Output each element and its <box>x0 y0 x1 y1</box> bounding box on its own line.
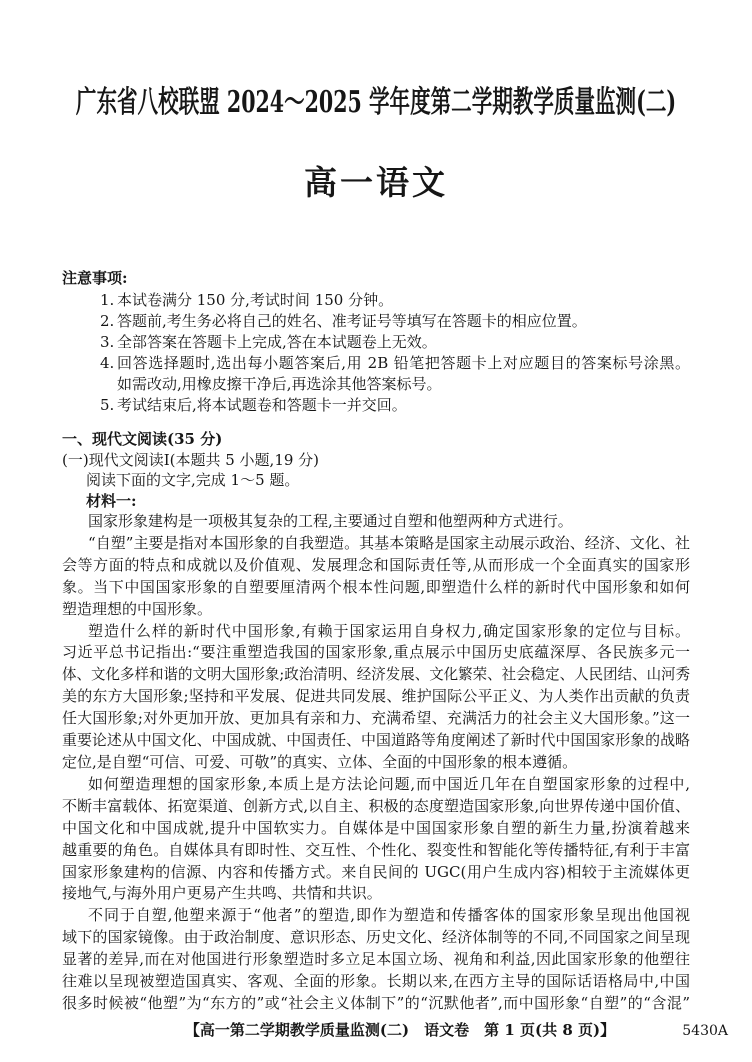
paragraph-line: 塑造理想的中国形象。 <box>62 599 213 618</box>
subject-title: 高一语文 <box>304 163 448 202</box>
paragraph-line: 国家形象建构的信源、内容和传播方式。来自民间的 UGC(用户生成内容)相较于主流媒体更 <box>62 862 690 881</box>
notice-item <box>100 311 690 332</box>
notice-item-line: 如需改动,用橡皮擦干净后,再选涂其他答案标号。 <box>117 375 442 393</box>
footer-page-label: 【高一第二学期教学质量监测(二) 语文卷 第 1 页(共 8 页)】 <box>184 1021 616 1039</box>
material-body <box>62 511 690 1015</box>
paragraph-line: 域下的国家镜像。由于政治制度、意识形态、历史文化、经济体制等的不同,不同国家之间呈现 <box>62 928 690 947</box>
paragraph-line: 习近平总书记指出:“要注重塑造我国的国家形象,重点展示中国历史底蕴深厚、各民族多元一 <box>62 643 690 662</box>
notice-item-number: 5. <box>100 396 115 414</box>
notice-item-line: 本试卷满分 150 分,考试时间 150 分钟。 <box>117 291 394 309</box>
material-label: 材料一: <box>86 491 137 510</box>
notice-item-text <box>117 395 690 416</box>
notice-list <box>100 290 690 416</box>
paragraph <box>62 621 690 774</box>
notice-item <box>100 332 690 353</box>
title-area <box>0 85 752 123</box>
paragraph-line: 定位,是自塑“可信、可爱、可敬”的真实、立体、全面的中国形象的根本遵循。 <box>62 752 578 771</box>
notice-heading: 注意事项: <box>62 269 128 287</box>
notice-item-line: 考试结束后,将本试题卷和答题卡一并交回。 <box>117 396 407 414</box>
notice-item-line: 全部答案在答题卡上完成,答在本试题卷上无效。 <box>117 333 437 351</box>
section-instruction: 阅读下面的文字,完成 1～5 题。 <box>86 471 300 489</box>
notice-item-number: 4. <box>100 354 115 372</box>
paragraph <box>62 511 690 533</box>
paragraph-line: 接地气,与海外用户更易产生共鸣、共情和共识。 <box>62 884 382 903</box>
paragraph-line: 很多时候被“他塑”为“东方的”或“社会主义体制下”的“沉默他者”,而中国形象“自塑”的“含混” <box>62 993 690 1012</box>
notice-item-line: 回答选择题时,选出每小题答案后,用 2B 铅笔把答题卡上对应题目的答案标号涂黑。 <box>117 354 690 372</box>
notice-item-number: 2. <box>100 312 115 330</box>
notice-item-text <box>117 332 690 353</box>
paragraph <box>62 774 690 905</box>
paragraph-line: 不断丰富载体、拓宽渠道、创新方式,以自主、积极的态度塑造国家形象,向世界传递中国价值、 <box>62 796 690 815</box>
exam-title: 广东省八校联盟 2024～2025 学年度第二学期教学质量监测(二) <box>75 85 677 120</box>
notice-item-line: 答题前,考生务必将自己的姓名、准考证号等填写在答题卡的相应位置。 <box>117 312 587 330</box>
paragraph-line: 越重要的角色。自媒体具有即时性、交互性、个性化、裂变性和智能化等传播特征,有利于丰富 <box>62 840 690 859</box>
paragraph-line: 显著的差异,而在对他国进行形象塑造时多立足本国立场、视角和利益,因此国家形象的他塑往 <box>62 950 690 969</box>
paragraph <box>62 905 690 1015</box>
section-modern-reading <box>62 429 690 511</box>
paragraph-line: 任大国形象;对外更加开放、更加具有亲和力、充满希望、充满活力的社会主义大国形象。”这一 <box>62 709 690 728</box>
paragraph-line: 美的东方大国形象;坚持和平发展、促进共同发展、维护国际公平正义、为人类作出贡献的负责 <box>62 687 690 706</box>
paragraph-line: “自塑”主要是指对本国形象的自我塑造。其基本策略是国家主动展示政治、经济、文化、社 <box>88 533 690 552</box>
paragraph-line: 国家形象建构是一项极其复杂的工程,主要通过自塑和他塑两种方式进行。 <box>88 512 573 530</box>
paragraph-line: 如何塑造理想的国家形象,本质上是方法论问题,而中国近几年在自塑国家形象的过程中, <box>88 774 690 793</box>
notice-item-number: 3. <box>100 333 115 351</box>
paragraph-line: 塑造什么样的新时代中国形象,有赖于国家运用自身权力,确定国家形象的定位与目标。 <box>88 621 690 640</box>
notice-item <box>100 353 690 395</box>
paragraph-line: 象。当下中国国家形象的自塑要厘清两个根本性问题,即塑造什么样的新时代中国形象和如何 <box>62 577 690 596</box>
notice-item <box>100 395 690 416</box>
notice-item <box>100 290 690 311</box>
paragraph-line: 中国文化和中国成就,提升中国软实力。自媒体是中国国家形象自塑的新生力量,扮演着越来 <box>62 818 690 837</box>
paragraph-line: 会等方面的特点和成就以及价值观、发展理念和国际责任等,从而形成一个全面真实的国家形 <box>62 555 690 574</box>
paragraph-line: 不同于自塑,他塑来源于“他者”的塑造,即作为塑造和传播客体的国家形象呈现出他国视 <box>88 906 690 925</box>
section-heading: 一、现代文阅读(35 分) <box>62 430 223 448</box>
paragraph-line: 重要论述从中国文化、中国成就、中国责任、中国道路等角度阐述了新时代中国国家形象的战略 <box>62 731 691 750</box>
notice-item-text <box>117 290 690 311</box>
notice-item-text <box>117 311 690 332</box>
paragraph-line: 往难以呈现被塑造国真实、客观、全面的形象。长期以来,在西方主导的国际话语格局中,中国 <box>62 972 690 991</box>
paragraph <box>62 533 690 621</box>
notice-item-text <box>117 353 690 395</box>
section-subheading: (一)现代文阅读Ⅰ(本题共 5 小题,19 分) <box>62 450 320 469</box>
notice-item-number: 1. <box>100 291 115 309</box>
paragraph-line: 体、文化多样和谐的文明大国形象;政治清明、经济发展、文化繁荣、社会稳定、人民团结、山河秀 <box>62 665 691 684</box>
footer-code: 5430A <box>682 1023 728 1039</box>
